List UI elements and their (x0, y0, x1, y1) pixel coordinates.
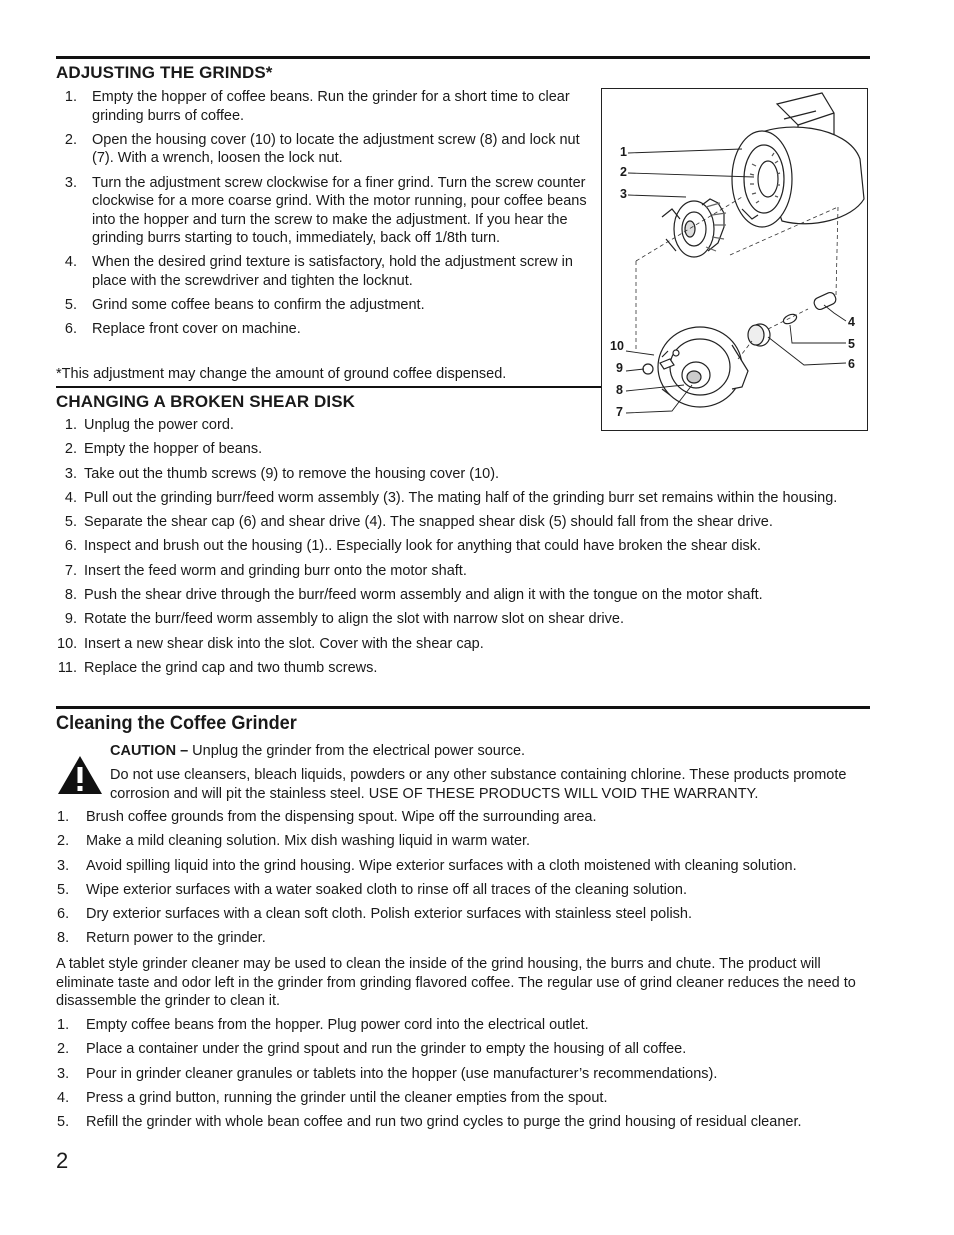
cleaning-heading: Cleaning the Coffee Grinder (56, 712, 297, 734)
step-text: Unplug the power cord. (84, 417, 234, 433)
step-number: 2. (64, 441, 77, 458)
adjusting-heading: ADJUSTING THE GRINDS* (56, 63, 273, 82)
list-item (57, 659, 857, 678)
list-item (57, 929, 877, 948)
step-text: Pull out the grinding burr/feed worm assembly (3). The mating half of the grinding burr set remains within the housing. (84, 489, 838, 506)
adjusting-footnote: *This adjustment may change the amount of ground coffee dispensed. (56, 366, 507, 382)
step-text: Place a container under the grind spout and run the grinder to empty the housing of all coffee. (86, 1041, 687, 1058)
step-number: 6. (64, 538, 77, 555)
step-number: 5. (57, 881, 70, 898)
step-text: Inspect and brush out the housing (1).. Especially look for anything that could have broken the shear disk. (84, 538, 762, 555)
step-text: Rotate the burr/feed worm assembly to align the slot with narrow slot on shear drive. (84, 611, 624, 628)
step-number: 8. (64, 587, 77, 604)
step-text: Open the housing cover (10) to locate the adjustment screw (8) and lock nut (7). With a wrench, loosen the lock nut. (92, 131, 580, 167)
step-number: 1. (64, 89, 77, 105)
step-number: 3. (57, 1065, 70, 1082)
step-number: 3. (64, 174, 77, 191)
list-item (57, 1089, 877, 1108)
step-number: 9. (64, 611, 77, 628)
step-number: 3. (64, 465, 77, 482)
caution-text: Unplug the grinder from the electrical power source. (188, 743, 526, 759)
list-item (57, 562, 857, 581)
list-item (57, 513, 857, 532)
step-number: 4. (64, 489, 77, 506)
callout-label: 2 (620, 165, 627, 179)
exploded-diagram (601, 88, 868, 431)
tablet-paragraph: A tablet style grinder cleaner may be used to clean the inside of the grind housing, the burrs and chute. The product will eliminate taste and odor left in the grinder from grinding flavored coffee. The regular use of grind cleaner reduces the need to disassemble the grinder to clean it. (56, 956, 856, 1009)
list-item (57, 537, 857, 556)
step-number: 4. (64, 254, 77, 271)
list-item (57, 1016, 877, 1035)
step-text: When the desired grind texture is satisfactory, hold the adjustment screw in place with the screwdriver and tighten the locknut. (92, 254, 573, 289)
list-item (57, 88, 597, 125)
callout-label: 3 (620, 187, 627, 201)
list-item (57, 489, 857, 508)
step-text: Replace the grind cap and two thumb screws. (84, 659, 378, 676)
step-text: Empty the hopper of beans. (84, 441, 263, 458)
caution-label: CAUTION – (110, 743, 189, 759)
step-text: Turn the adjustment screw clockwise for a finer grind. Turn the screw counter clockwise for a more coarse grind. With the motor running, pour coffee beans into the hopper and turn the screw to make the adjustment. If you hear the grinding burrs starting to touch, immediately, back off 1/8th turn. (92, 174, 587, 247)
list-item (57, 881, 877, 900)
step-number: 5. (57, 1114, 70, 1131)
step-number: 4. (57, 1089, 70, 1106)
grinder-exploded-drawing (602, 89, 867, 430)
step-number: 1. (64, 417, 77, 433)
callout-label: 10 (610, 339, 624, 353)
list-item (57, 1065, 877, 1084)
step-text: Press a grind button, running the grinder until the cleaner empties from the spout. (86, 1089, 608, 1106)
step-text: Pour in grinder cleaner granules or tablets into the hopper (use manufacturer’s recommendations). (86, 1065, 718, 1082)
callout-label: 8 (616, 383, 623, 397)
list-item (57, 465, 857, 484)
step-number: 6. (64, 321, 77, 338)
step-text: Separate the shear cap (6) and shear drive (4). The snapped shear disk (5) should fall from the shear drive. (84, 514, 773, 531)
step-text: Empty coffee beans from the hopper. Plug power cord into the electrical outlet. (86, 1017, 589, 1033)
list-item (57, 440, 857, 459)
step-number: 6. (57, 906, 70, 923)
step-text: Return power to the grinder. (86, 930, 266, 947)
step-text: Dry exterior surfaces with a clean soft cloth. Polish exterior surfaces with stainless steel polish. (86, 906, 693, 923)
section-divider (56, 386, 601, 388)
step-text: Grind some coffee beans to confirm the adjustment. (92, 297, 425, 314)
list-item (57, 296, 597, 315)
step-number: 10. (57, 635, 78, 652)
step-text: Refill the grinder with whole bean coffee and run two grind cycles to purge the grind housing of residual cleaner. (86, 1114, 802, 1131)
step-text: Replace front cover on machine. (92, 321, 301, 338)
section-divider (56, 706, 870, 709)
step-number: 7. (64, 562, 77, 579)
cleaning-steps (57, 808, 877, 954)
step-number: 5. (64, 297, 77, 314)
list-item (57, 832, 877, 851)
top-rule (56, 56, 870, 59)
list-item (57, 1113, 877, 1132)
list-item (57, 320, 597, 339)
callout-label: 6 (848, 357, 855, 371)
shear-heading: CHANGING A BROKEN SHEAR DISK (56, 392, 356, 411)
list-item (57, 253, 597, 290)
list-item (57, 857, 877, 876)
tablet-cleaning-steps (57, 1016, 877, 1137)
list-item (57, 586, 857, 605)
page-number: 2 (56, 1148, 69, 1173)
callout-label: 9 (616, 361, 623, 375)
caution-note (110, 742, 870, 761)
step-text: Empty the hopper of coffee beans. Run the grinder for a short time to clear grinding burrs of coffee. (92, 89, 570, 124)
step-number: 2. (57, 833, 70, 850)
list-item (57, 131, 597, 168)
step-number: 1. (57, 809, 70, 825)
warning-icon (56, 754, 104, 796)
list-item (57, 635, 857, 654)
step-number: 1. (57, 1017, 70, 1033)
list-item (57, 1040, 877, 1059)
step-text: Insert a new shear disk into the slot. Cover with the shear cap. (84, 635, 484, 652)
step-number: 3. (57, 857, 70, 874)
shear-steps (57, 416, 857, 683)
step-text: Brush coffee grounds from the dispensing spout. Wipe off the surrounding area. (86, 809, 597, 825)
step-number: 11. (57, 659, 77, 676)
step-text: Avoid spilling liquid into the grind housing. Wipe exterior surfaces with a cloth moistened with cleaning solution. (86, 857, 797, 874)
list-item (57, 174, 597, 248)
callout-label: 7 (616, 405, 623, 419)
step-number: 2. (64, 131, 77, 148)
adjusting-steps (57, 88, 597, 345)
list-item (57, 905, 877, 924)
step-number: 5. (64, 514, 77, 531)
step-number: 2. (57, 1041, 70, 1058)
list-item (57, 808, 877, 827)
callout-label: 4 (848, 315, 855, 329)
warning-text: Do not use cleansers, bleach liquids, powders or any other substance containing chlorine. These products promote corrosion and will pit the stainless steel. USE OF THESE PRODUCTS WILL VOID THE WARRANTY. (110, 767, 847, 802)
callout-label: 5 (848, 337, 855, 351)
step-text: Wipe exterior surfaces with a water soaked cloth to rinse off all traces of the cleaning solution. (86, 881, 687, 898)
list-item (57, 610, 857, 629)
step-text: Insert the feed worm and grinding burr onto the motor shaft. (84, 562, 467, 579)
step-text: Push the shear drive through the burr/feed worm assembly and align it with the tongue on the motor shaft. (84, 587, 763, 604)
step-text: Make a mild cleaning solution. Mix dish washing liquid in warm water. (86, 833, 531, 850)
callout-label: 1 (620, 145, 627, 159)
step-number: 8. (57, 930, 70, 947)
step-text: Take out the thumb screws (9) to remove the housing cover (10). (84, 465, 500, 482)
